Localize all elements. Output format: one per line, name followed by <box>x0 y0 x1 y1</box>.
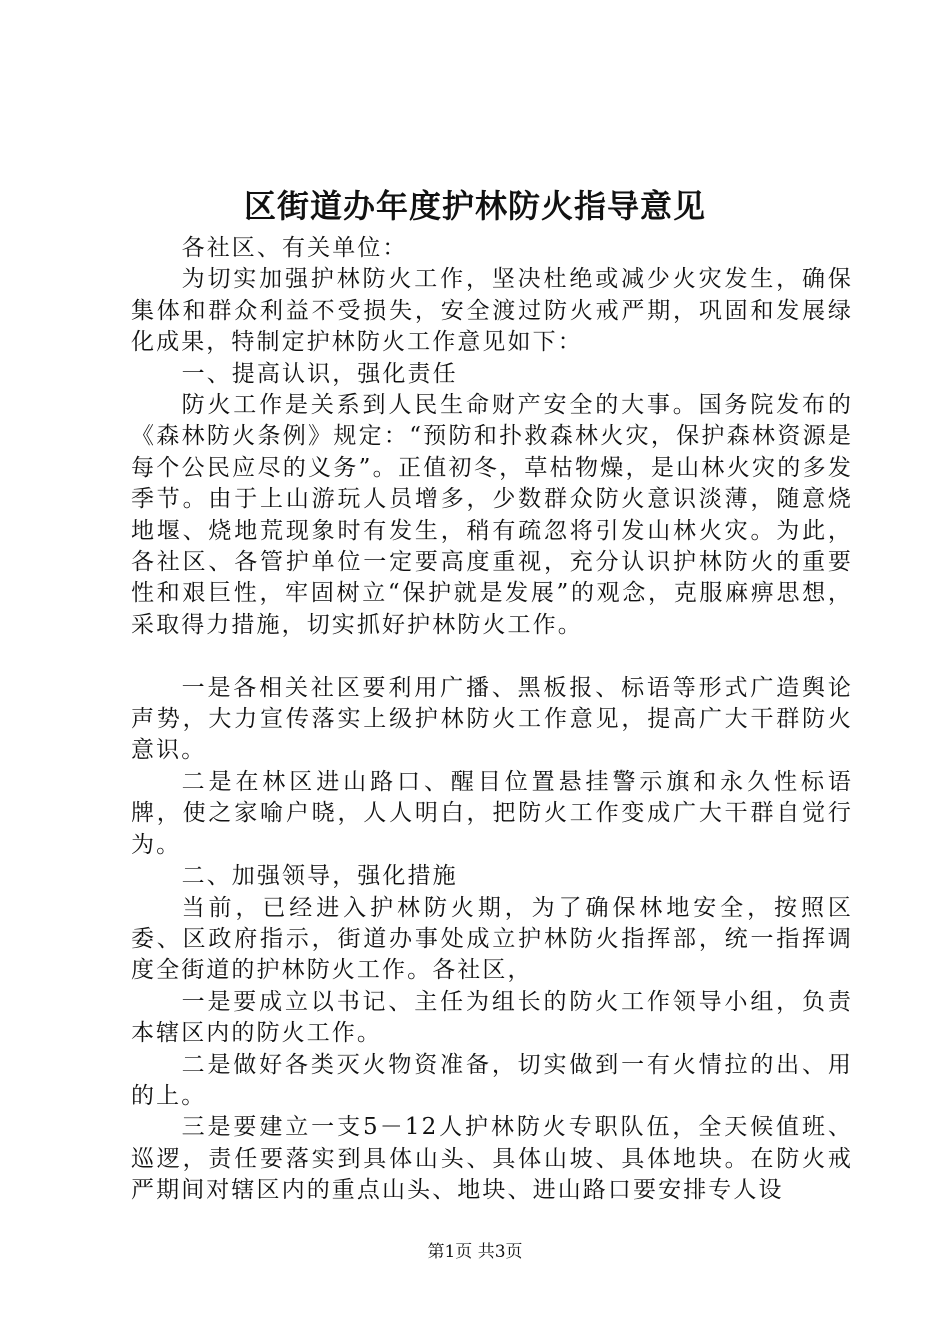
page-footer: 第1页 共3页 <box>427 1242 523 1262</box>
body-paragraph: 当前，已经进入护林防火期，为了确保林地安全，按照区委、区政府指示，街道办事处成立护林防火指挥部，统一指挥调度全街道的护林防火工作。各社区， <box>131 894 853 984</box>
section-heading-1: 一、提高认识，强化责任 <box>181 360 458 387</box>
body-paragraph: 防火工作是关系到人民生命财产安全的大事。国务院发布的《森林防火条例》规定：“预防和扑救森林火灾，保护森林资源是每个公民应尽的义务”。正值初冬，草枯物燥，是山林火灾的多发季节。由于上山游玩人员增多，少数群众防火意识淡薄，随意烧地堰、烧地荒现象时有发生，稍有疏忽将引发山林火灾。为此，各社区、各管护单位一定要高度重视，充分认识护林防火的重要性和艰巨性，牢固树立“保护就是发展”的观念，克服麻痹思想，采取得力措施，切实抓好护林防火工作。 <box>131 392 853 638</box>
document-title: 区街道办年度护林防火指导意见 <box>243 187 706 225</box>
body-paragraph: 三是要建立一支5－12人护林防火专职队伍，全天候值班、巡逻，责任要落实到具体山头、具体山坡、具体地块。在防火戒严期间对辖区内的重点山头、地块、进山路口要安排专人设 <box>131 1114 853 1204</box>
body-paragraph: 二是在林区进山路口、醒目位置悬挂警示旗和永久性标语牌，使之家喻户晓，人人明白，把防火工作变成广大干群自觉行为。 <box>131 768 853 858</box>
intro-paragraph: 为切实加强护林防火工作，坚决杜绝或减少火灾发生，确保集体和群众利益不受损失，安全渡过防火戒严期，巩固和发展绿化成果，特制定护林防火工作意见如下： <box>131 266 853 356</box>
body-paragraph: 二是做好各类灭火物资准备，切实做到一有火情拉的出、用的上。 <box>131 1051 853 1109</box>
salutation: 各社区、有关单位： <box>181 235 408 261</box>
body-paragraph: 一是各相关社区要利用广播、黑板报、标语等形式广造舆论声势，大力宣传落实上级护林防火工作意见，提高广大干群防火意识。 <box>131 674 853 764</box>
section-heading-2: 二、加强领导，强化措施 <box>181 863 458 890</box>
blank-line <box>131 641 853 672</box>
document-body <box>131 233 853 1207</box>
body-paragraph: 一是要成立以书记、主任为组长的防火工作领导小组，负责本辖区内的防火工作。 <box>131 988 853 1047</box>
